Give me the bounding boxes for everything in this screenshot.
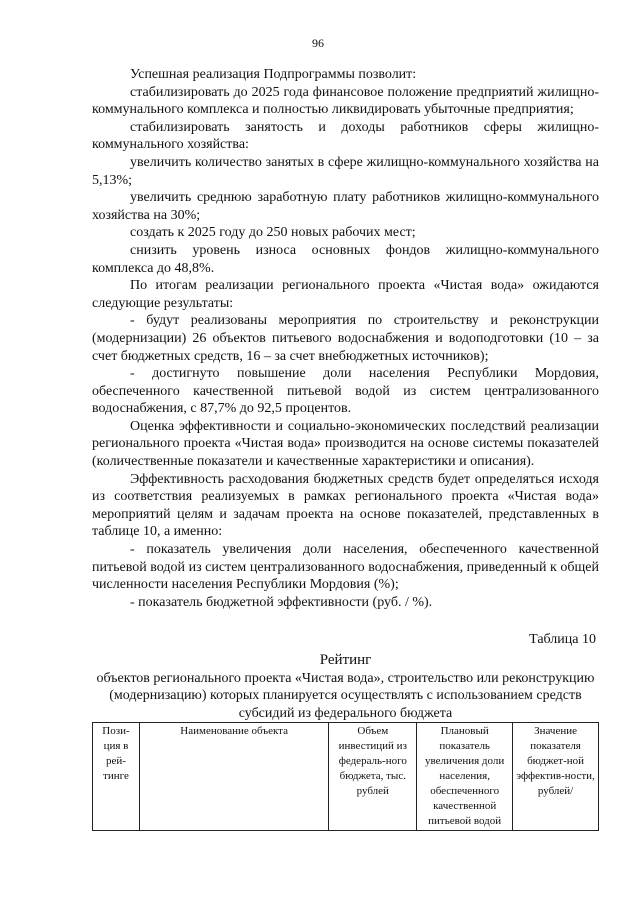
table-title-block bbox=[92, 652, 599, 722]
page-number: 96 bbox=[312, 36, 324, 50]
header-planned-indicator: Плановый показатель увеличения доли населения, обеспеченного качественной питьевой водой bbox=[417, 723, 513, 831]
table-caption: Таблица 10 bbox=[529, 632, 596, 647]
paragraph: - достигнуто повышение доли населения Республики Мордовия, обеспеченного качественной питьевой водой из систем централизованного водоснабжения, с 87,7% до 92,5 процентов. bbox=[92, 366, 599, 417]
paragraph: снизить уровень износа основных фондов жилищно-коммунального комплекса до 48,8%. bbox=[92, 242, 599, 276]
paragraph: - будут реализованы мероприятия по строительству и реконструкции (модернизации) 26 объектов питьевого водоснабжения и водоподготовки (10 – за счет бюджетных средств, 16 – за счет внебюджетных источников); bbox=[92, 313, 599, 364]
paragraph: создать к 2025 году до 250 новых рабочих мест; bbox=[130, 225, 416, 241]
paragraph: - показатель увеличения доли населения, обеспеченного качественной питьевой водой из систем централизованного водоснабжения, приведенный к общей численности населения Республики Мордовия (%); bbox=[92, 542, 599, 593]
paragraph: - показатель бюджетной эффективности (руб. / %). bbox=[130, 594, 433, 610]
paragraph: Оценка эффективности и социально-экономических последствий реализации регионального проекта «Чистая вода» производится на основе системы показателей (количественные показатели и качественные характеристики и описания). bbox=[92, 418, 599, 470]
header-position: Пози-ция в рей-тинге bbox=[93, 723, 140, 831]
header-object-name: Наименование объекта bbox=[139, 723, 328, 831]
paragraph: стабилизировать занятость и доходы работников сферы жилищно-коммунального хозяйства: bbox=[92, 119, 599, 153]
table-subtitle: объектов регионального проекта «Чистая вода», строительство или реконструкцию (модернизацию) которых планируется осуществлять с использованием средств субсидий из федерального бюджета bbox=[96, 670, 595, 721]
paragraph: увеличить среднюю заработную плату работников жилищно-коммунального хозяйства на 30%; bbox=[92, 190, 599, 223]
header-efficiency-value: Значение показателя бюджет-ной эффектив-ности, рублей/ bbox=[513, 723, 599, 831]
body-text bbox=[92, 66, 599, 611]
table-title: Рейтинг bbox=[319, 652, 372, 668]
header-investment-volume: Объем инвестиций из федераль-ного бюджета, тыс. рублей bbox=[329, 723, 417, 831]
paragraph: Успешная реализация Подпрограммы позволит: bbox=[130, 67, 417, 82]
table-header-row bbox=[93, 723, 599, 831]
paragraph: увеличить количество занятых в сфере жилищно-коммунального хозяйства на 5,13%; bbox=[92, 154, 599, 188]
paragraph: Эффективность расходования бюджетных средств будет определяться исходя из соответствия реализуемых в рамках регионального проекта «Чистая вода» мероприятий целям и задачам проекта на основе показателей, представленных в таблице 10, а именно: bbox=[92, 471, 599, 540]
rating-table bbox=[92, 722, 599, 831]
paragraph: По итогам реализации регионального проекта «Чистая вода» ожидаются следующие результаты: bbox=[92, 278, 599, 311]
paragraph: стабилизировать до 2025 года финансовое положение предприятий жилищно-коммунального комплекса и полностью ликвидировать убыточные предприятия; bbox=[92, 84, 599, 118]
